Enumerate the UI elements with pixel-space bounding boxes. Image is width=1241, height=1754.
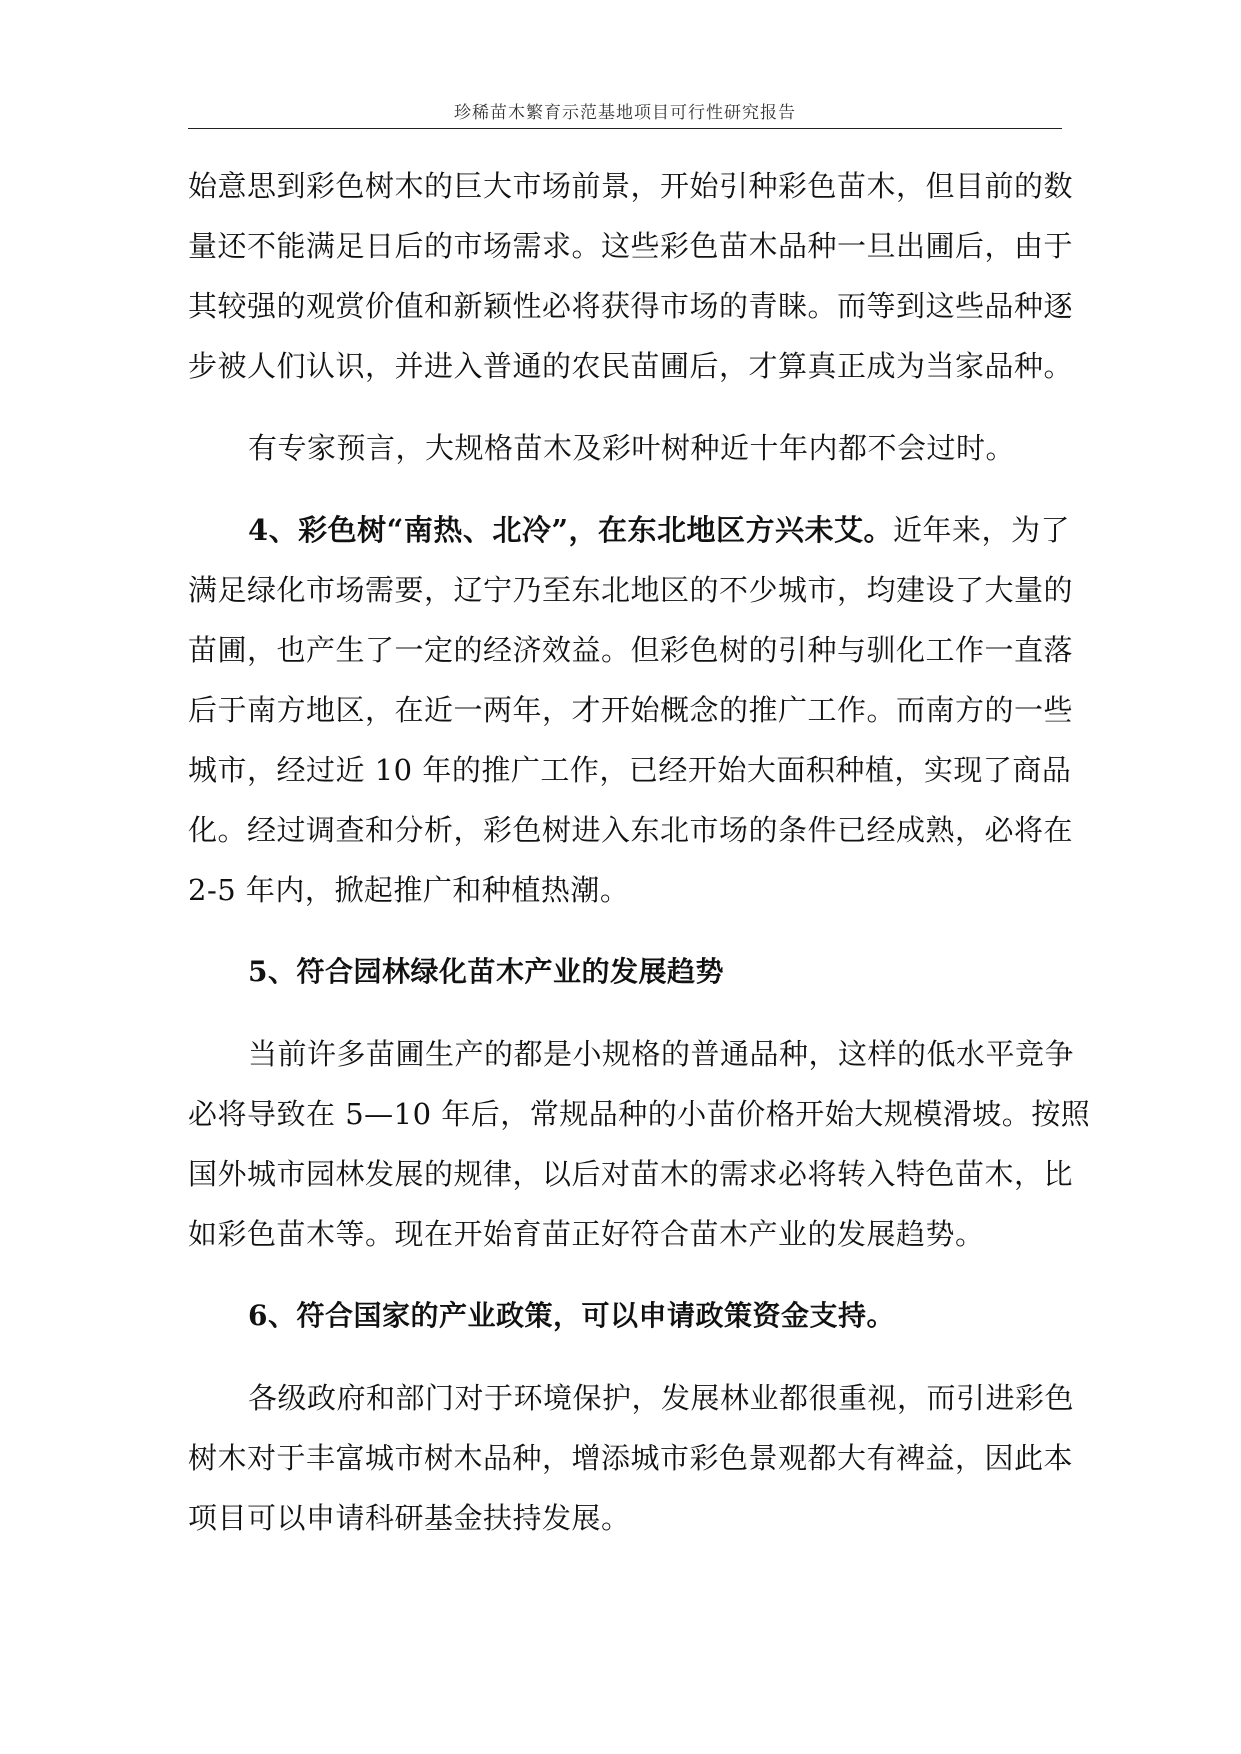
text-line: 始意思到彩色树木的巨大市场前景，开始引种彩色苗木，但目前的数 (188, 169, 1074, 203)
document-body (188, 156, 1091, 1548)
text-line: 项目可以申请科研基金扶持发展。 (188, 1501, 631, 1535)
text-line: 当前许多苗圃生产的都是小规格的普通品种，这样的低水平竞争 (248, 1037, 1075, 1071)
text-line: 满足绿化市场需要，辽宁乃至东北地区的不少城市，均建设了大量的 (188, 573, 1074, 607)
text-line (188, 500, 1071, 560)
text-line: 各级政府和部门对于环境保护，发展林业都很重视，而引进彩色 (248, 1381, 1075, 1415)
paragraph-market-outlook (188, 156, 1074, 396)
text-line: 量还不能满足日后的市场需求。这些彩色苗木品种一旦出圃后，由于 (188, 229, 1074, 263)
paragraph-northeast-trend (188, 500, 1074, 920)
text-line: 后于南方地区，在近一两年，才开始概念的推广工作。而南方的一些 (188, 693, 1074, 727)
section-6-heading-block (188, 1286, 1062, 1346)
section-5-heading-block (188, 942, 1062, 1002)
section-5-heading: 5、符合园林绿化苗木产业的发展趋势 (248, 955, 724, 988)
text-line: 2-5 年内，掀起推广和种植热潮。 (188, 873, 630, 907)
paragraph-policy-support (188, 1368, 1075, 1548)
header-divider (188, 128, 1062, 129)
text-line: 城市，经过近 10 年的推广工作，已经开始大面积种植，实现了商品 (188, 753, 1072, 787)
text-line: 有专家预言，大规格苗木及彩叶树种近十年内都不会过时。 (248, 431, 1016, 465)
page-header-title: 珍稀苗木繁育示范基地项目可行性研究报告 (454, 103, 796, 123)
text-line: 如彩色苗木等。现在开始育苗正好符合苗木产业的发展趋势。 (188, 1217, 985, 1251)
text-line: 树木对于丰富城市树木品种，增添城市彩色景观都大有裨益，因此本 (188, 1441, 1074, 1475)
section-6-heading: 6、符合国家的产业政策，可以申请政策资金支持。 (248, 1299, 895, 1332)
text-line: 化。经过调查和分析，彩色树进入东北市场的条件已经成熟，必将在 (188, 813, 1074, 847)
text-line: 苗圃，也产生了一定的经济效益。但彩色树的引种与驯化工作一直落 (188, 633, 1074, 667)
text-line: 国外城市园林发展的规律，以后对苗木的需求必将转入特色苗木，比 (188, 1157, 1074, 1191)
text-line: 必将导致在 5—10 年后，常规品种的小苗价格开始大规模滑坡。按照 (188, 1097, 1091, 1131)
paragraph-industry-trend (188, 1024, 1091, 1264)
paragraph-expert-prediction (188, 418, 1062, 478)
section-4-lead-text: 近年来，为了 (893, 513, 1071, 547)
text-line: 其较强的观赏价值和新颖性必将获得市场的青睐。而等到这些品种逐 (188, 289, 1074, 323)
text-line: 步被人们认识，并进入普通的农民苗圃后，才算真正成为当家品种。 (188, 349, 1074, 383)
section-4-heading: 4、彩色树“南热、北冷”，在东北地区方兴未艾。 (248, 513, 894, 547)
